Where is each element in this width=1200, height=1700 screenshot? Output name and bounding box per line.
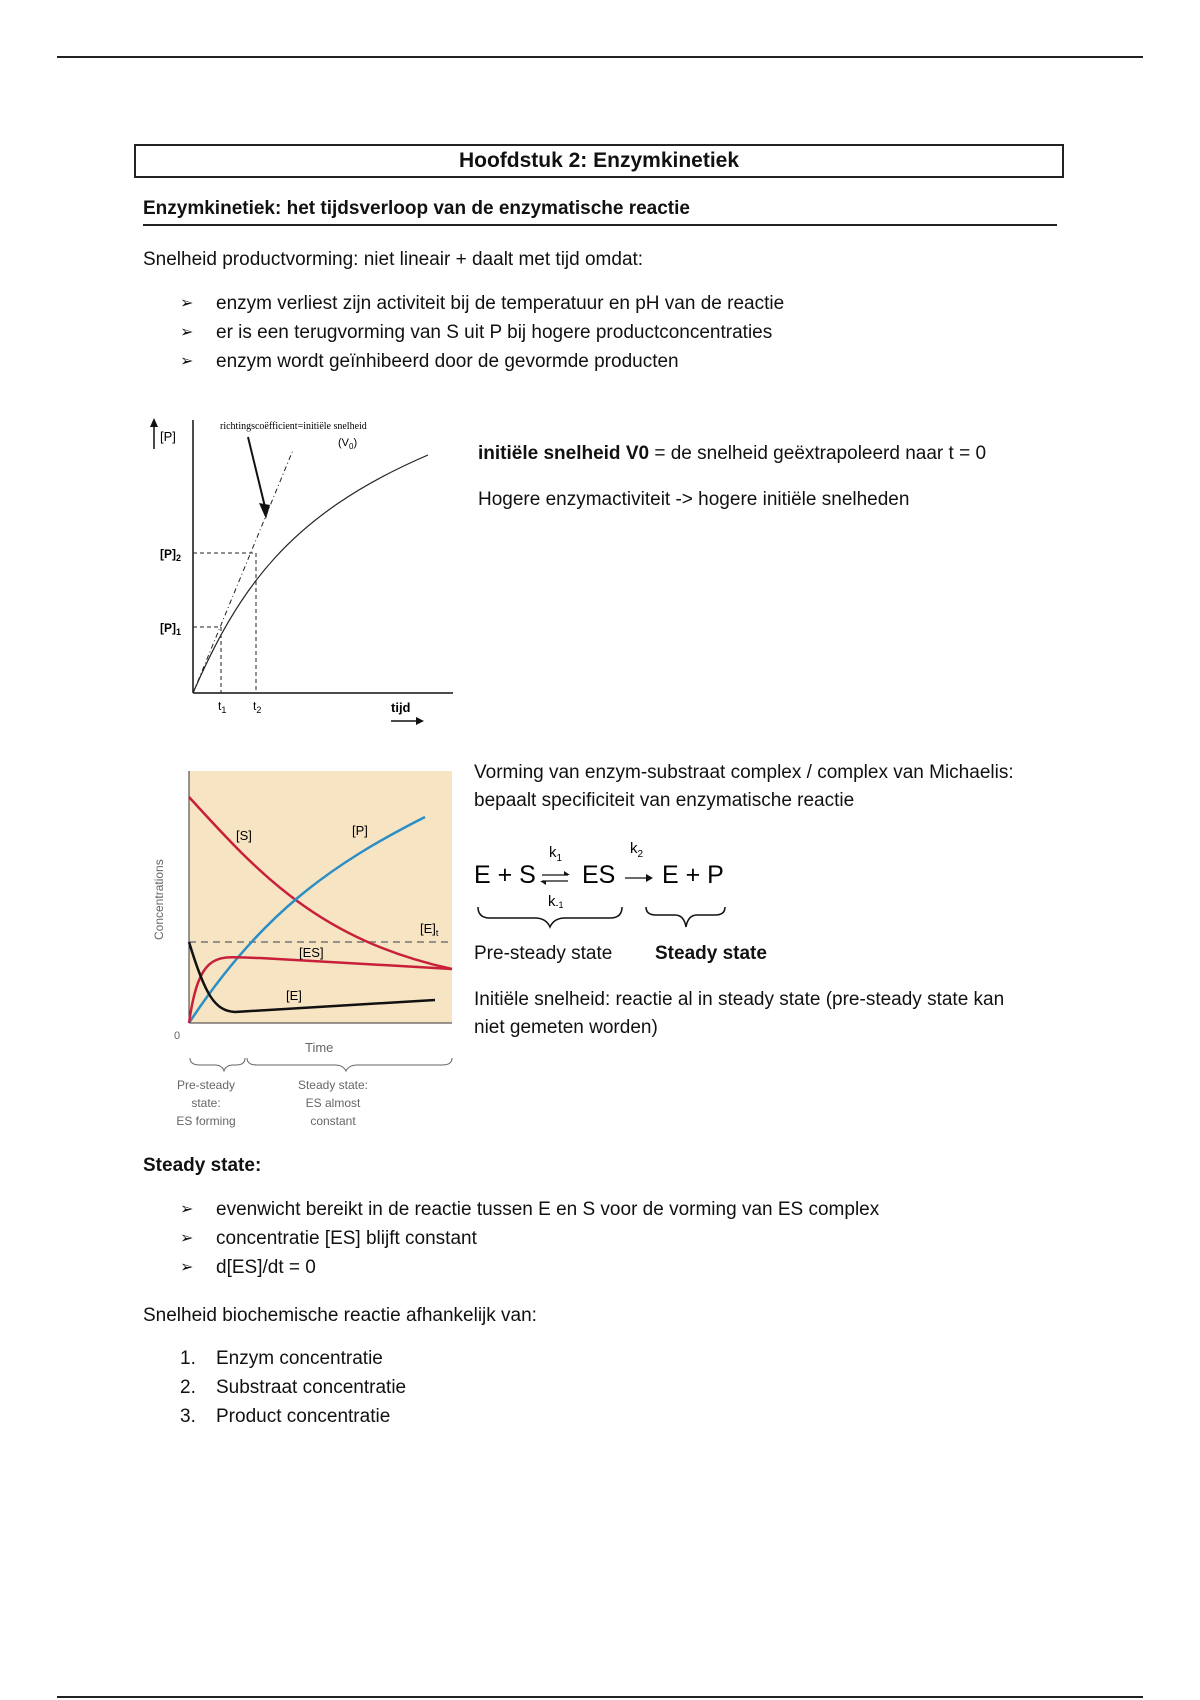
factors-list — [180, 1344, 406, 1431]
steady-label: Steady state — [655, 943, 767, 964]
list-item: 2. Substraat concentratie — [180, 1377, 407, 1398]
concentration-time-graph — [150, 765, 470, 1135]
pre-steady-brace — [190, 1058, 245, 1071]
chapter-title: Hoofdstuk 2: Enzymkinetiek — [134, 144, 1064, 178]
arrow-bullet-icon: ➢ — [180, 353, 194, 370]
equation-right: E + P — [662, 861, 724, 889]
list-item: 3. Product concentratie — [180, 1406, 391, 1427]
p2-label: $[P]_2$ — [160, 547, 182, 563]
tangent-line — [193, 450, 293, 693]
product-curve — [193, 455, 428, 693]
k-minus1-label: k-1 — [548, 893, 564, 910]
plot-background — [189, 771, 452, 1023]
p1-label: $[P]_1$ — [160, 621, 182, 637]
x-label: Time — [305, 1040, 334, 1055]
list-item: ➢ evenwicht bereikt in de reactie tussen E en S voor de vorming van ES complex — [180, 1195, 879, 1224]
equation-left: E + S — [474, 861, 536, 889]
initial-rate-text-2: niet gemeten worden) — [474, 1017, 658, 1038]
p-label: [P] — [352, 823, 368, 838]
steady-line: Steady state: — [297, 1078, 369, 1092]
initial-rate-text-1: Initiële snelheid: reactie al in steady state (pre-steady state kan — [474, 989, 1005, 1010]
section-heading: Enzymkinetiek: het tijdsverloop van de enzymatische reactie — [143, 198, 1057, 226]
v0-note: Hogere enzymactiviteit -> hogere initiële snelheden — [478, 489, 910, 510]
list-item: ➢ enzym verliest zijn activiteit bij de temperatuur en pH van de reactie — [180, 289, 784, 318]
top-rule — [57, 56, 1143, 58]
t2-label: $t_2$ — [253, 699, 262, 715]
intro-text: Snelheid productvorming: niet lineair + daalt met tijd omdat: — [143, 249, 644, 270]
list-item: ➢ enzym wordt geïnhibeerd door de gevormde producten — [180, 347, 784, 376]
reasons-list — [180, 289, 784, 376]
es-label: [ES] — [299, 945, 324, 960]
pre-steady-brace — [478, 907, 622, 927]
equation-mid: ES — [582, 861, 616, 889]
steady-brace — [247, 1058, 452, 1071]
arrow-bullet-icon: ➢ — [180, 1259, 194, 1276]
product-time-graph — [148, 415, 463, 730]
v0-label: $(V_0)$ — [338, 437, 358, 451]
list-item: ➢ concentratie [ES] blijft constant — [180, 1224, 879, 1253]
y-arrow-head-icon — [150, 418, 158, 427]
k1-label: $k_1$ — [549, 844, 563, 864]
k2-label: $k_2$ — [630, 840, 644, 860]
reaction-equation — [470, 835, 770, 945]
e-label: [E] — [286, 988, 302, 1003]
steady-brace — [646, 907, 725, 927]
list-item: ➢ d[ES]/dt = 0 — [180, 1253, 879, 1282]
michaelis-text-1: Vorming van enzym-substraat complex / complex van Michaelis: — [474, 762, 1014, 783]
bottom-rule — [57, 1696, 1143, 1698]
rate-depends-text: Snelheid biochemische reactie afhankelijk van: — [143, 1305, 537, 1326]
pre-steady-line: Pre-steady — [176, 1078, 236, 1092]
arrow-bullet-icon: ➢ — [180, 1201, 194, 1218]
x-label: tijd — [391, 700, 411, 715]
michaelis-text-2: bepaalt specificiteit van enzymatische reactie — [474, 790, 855, 811]
steady-state-heading: Steady state: — [143, 1155, 262, 1176]
steady-state-list — [180, 1195, 879, 1282]
y-label: Concentrations — [152, 859, 166, 940]
annotation-arrow-icon — [248, 437, 265, 507]
list-item: ➢ er is een terugvorming van S uit P bij hogere productconcentraties — [180, 318, 784, 347]
s-label: [S] — [236, 828, 252, 843]
zero-label: 0 — [174, 1030, 181, 1042]
arrow-bullet-icon: ➢ — [180, 1230, 194, 1247]
t1-label: $t_1$ — [218, 699, 227, 715]
arrow-bullet-icon: ➢ — [180, 295, 194, 312]
pre-steady-label: Pre-steady state — [474, 943, 613, 964]
steady-line: ES almost — [305, 1096, 361, 1110]
et-label: $[E]_t$ — [420, 921, 439, 938]
list-item: 1. Enzym concentratie — [180, 1348, 383, 1369]
pre-steady-line: state: — [191, 1096, 221, 1110]
slope-annotation: richtingscoëfficient=initiële snelheid — [220, 421, 367, 432]
y-label: [P] — [160, 429, 176, 444]
steady-line: constant — [310, 1114, 356, 1128]
arrow-bullet-icon: ➢ — [180, 324, 194, 341]
v0-definition: initiële snelheid V0 = de snelheid geëxtrapoleerd naar t = 0 — [478, 443, 987, 464]
pre-steady-line: ES forming — [176, 1114, 236, 1128]
